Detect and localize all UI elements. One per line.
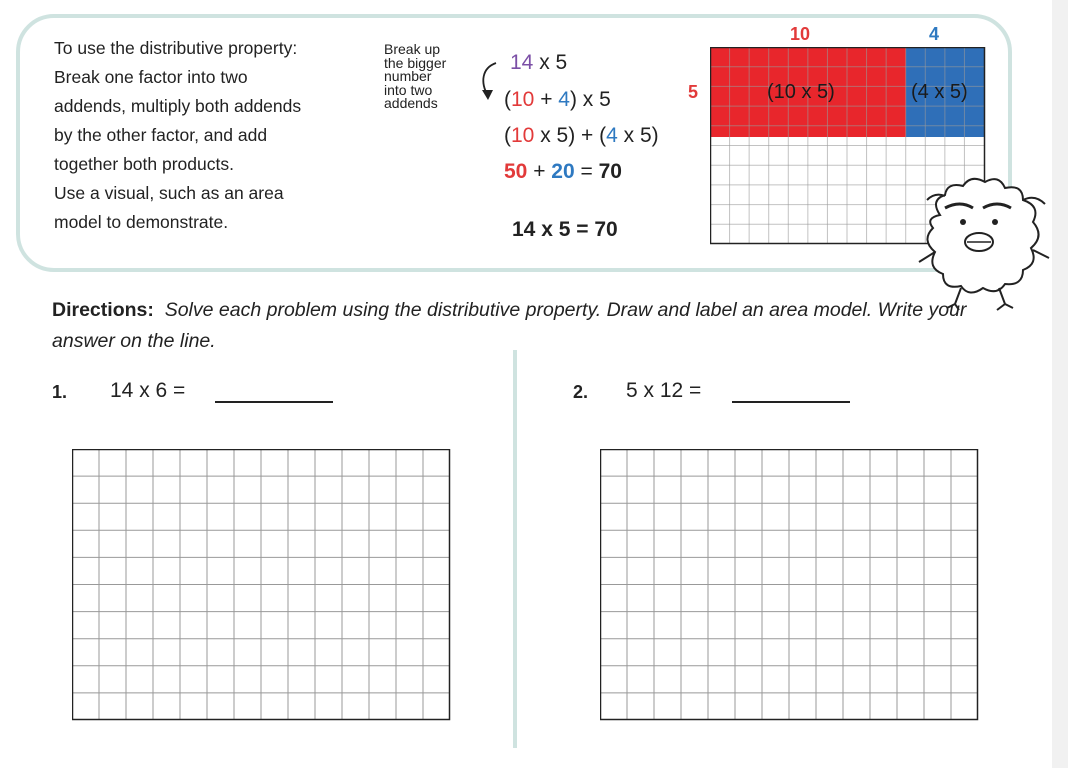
step-4-plus: + xyxy=(527,160,552,183)
step-2-open: ( xyxy=(504,88,511,111)
step-4-equals: = xyxy=(574,160,599,183)
intro-line: Use a visual, such as an area xyxy=(54,183,284,203)
final-equation: 14 x 5 = 70 xyxy=(512,218,618,241)
problem-2-number: 2. xyxy=(573,382,589,402)
step-1-factor: 14 xyxy=(510,51,534,74)
side-note-line: the bigger xyxy=(384,54,447,71)
problem-1-expression: 14 x 6 = xyxy=(110,379,186,402)
problem-2-grid[interactable] xyxy=(600,449,980,721)
step-1-rest: x 5 xyxy=(533,51,568,74)
directions-text: Solve each problem using the distributive property. Draw and label an area model. Write your answer on the line. xyxy=(52,299,967,352)
area-cell-right-text: (4 x 5) xyxy=(911,81,968,103)
problem-1-answer-line[interactable] xyxy=(215,401,333,403)
step-3-open: ( xyxy=(504,124,511,147)
step-4-product-a: 50 xyxy=(504,160,528,183)
intro-line: model to demonstrate. xyxy=(54,212,229,232)
curved-arrow-icon xyxy=(476,60,502,108)
intro-line: To use the distributive property: xyxy=(54,38,298,58)
step-2 xyxy=(504,88,611,112)
area-cell-left-text: (10 x 5) xyxy=(767,81,835,103)
step-3-addend-a: 10 xyxy=(511,124,535,147)
step-1 xyxy=(510,51,567,75)
directions xyxy=(52,295,972,357)
area-label-4: 4 xyxy=(929,24,940,44)
intro-line: addends, multiply both addends xyxy=(54,96,302,116)
side-note xyxy=(384,43,446,111)
intro-text xyxy=(54,34,374,237)
side-note-line: number xyxy=(384,68,432,84)
area-label-10: 10 xyxy=(790,24,811,44)
intro-line: by the other factor, and add xyxy=(54,125,268,145)
side-note-line: Break up xyxy=(384,41,441,57)
step-3-mid: x 5) + ( xyxy=(534,124,607,147)
step-2-plus: + xyxy=(534,88,559,111)
step-4-product-b: 20 xyxy=(551,160,575,183)
column-divider xyxy=(513,350,517,748)
step-2-addend-a: 10 xyxy=(511,88,535,111)
intro-line: together both products. xyxy=(54,154,234,174)
step-2-addend-b: 4 xyxy=(558,88,570,111)
step-4-total: 70 xyxy=(598,160,622,183)
problem-2-answer-line[interactable] xyxy=(732,401,850,403)
step-3-close: x 5) xyxy=(617,124,659,147)
problem-1-number: 1. xyxy=(52,382,68,402)
step-2-close: ) x 5 xyxy=(569,88,611,111)
page-edge xyxy=(1052,0,1068,768)
step-3-addend-b: 4 xyxy=(606,124,618,147)
side-note-line: into two xyxy=(384,81,433,98)
step-4 xyxy=(504,160,622,184)
intro-line: Break one factor into two xyxy=(54,67,248,87)
step-3 xyxy=(504,124,659,148)
directions-label: Directions: xyxy=(52,299,154,321)
problem-2-expression: 5 x 12 = xyxy=(626,379,702,402)
area-label-5: 5 xyxy=(688,82,699,102)
problem-1-grid[interactable] xyxy=(72,449,452,721)
side-note-line: addends xyxy=(384,95,438,111)
